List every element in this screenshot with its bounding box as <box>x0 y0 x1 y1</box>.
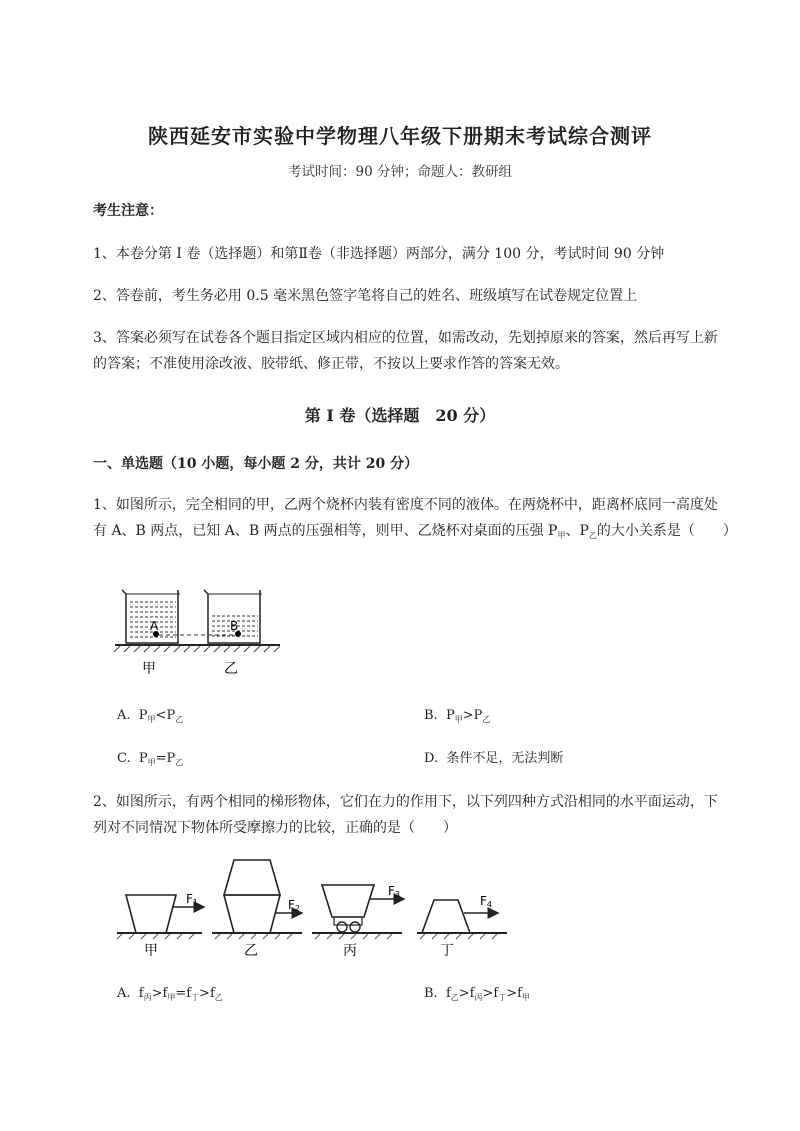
q1-option-b[interactable]: B. $P_甲>P_乙$ <box>424 708 491 724</box>
label-jia: 甲 <box>144 943 158 959</box>
roller-left <box>337 922 347 932</box>
notice-heading: 考生注意： <box>93 203 163 219</box>
q1-option-c[interactable]: C. $P_甲=P_乙$ <box>117 751 184 767</box>
notice-item-2: 2、答卷前，考生务必用 0.5 毫米黑色签字笔将自己的姓名、班级填写在试卷规定位置上 <box>93 288 638 304</box>
section-title: 第 I 卷（选择题 20 分） <box>304 406 496 425</box>
q1-option-d[interactable]: D. 条件不足，无法判断 <box>424 751 564 766</box>
force-f3: F3 <box>388 884 400 899</box>
q1-option-a[interactable]: A. $P_甲<P_乙$ <box>117 708 184 724</box>
beaker-jia <box>122 590 180 643</box>
exam-meta: 考试时间：90 分钟；命题人：教研组 <box>288 164 512 180</box>
notice-item-1: 1、本卷分第 I 卷（选择题）和第Ⅱ卷（非选择题）两部分，满分 100 分，考试时间 90 分钟 <box>93 246 665 262</box>
trapezoid-ding <box>422 900 470 933</box>
notice-item-3: 3、答案必须写在试卷各个题目指定区域内相应的位置，如需改动，先划掉原来的答案，然后再写上新 <box>93 330 718 346</box>
table-hatching <box>114 646 280 652</box>
label-ding: 丁 <box>440 943 454 959</box>
trapezoid-figure <box>112 855 522 965</box>
trapezoid-bing <box>322 885 374 917</box>
question-1-line-1: 1、如图所示，完全相同的甲，乙两个烧杯内装有密度不同的液体。在两烧杯中，距离杯底同一高度处 <box>93 497 718 513</box>
notice-item-3-cont: 的答案；不准使用涂改液、胶带纸、修正带，不按以上要求作答的答案无效。 <box>93 356 569 372</box>
q2-option-a[interactable]: A. $f_丙>f_甲=f_丁>f_乙$ <box>117 986 223 1002</box>
trapezoid-yi-top <box>224 860 280 895</box>
label-yi: 乙 <box>244 943 258 959</box>
label-jia: 甲 <box>142 661 156 677</box>
question-1-line-2: 有 A、B 两点，已知 A、B 两点的压强相等，则甲、乙烧杯对桌面的压强 $P_甲$、$P_乙$的大小关系是（ ） <box>93 523 737 540</box>
question-2-line-1: 2、如图所示，有两个相同的梯形物体，它们在力的作用下，以下列四种方式沿相同的水平面运动，下 <box>93 794 718 810</box>
q2-option-b[interactable]: B. $f_乙>f_丙>f_丁>f_甲$ <box>424 986 530 1002</box>
ground-hatching <box>117 934 497 939</box>
question-2-line-2: 列对不同情况下物体所受摩擦力的比较，正确的是（ ） <box>93 820 457 836</box>
trapezoid-yi-bottom <box>224 895 280 933</box>
page-title: 陕西延安市实验中学物理八年级下册期末考试综合测评 <box>148 124 652 148</box>
force-f4: F4 <box>480 894 492 909</box>
part-heading: 一、单选题（10 小题，每小题 2 分，共计 20 分） <box>93 456 419 472</box>
force-f1: F1 <box>186 892 198 907</box>
roller-right <box>350 922 360 932</box>
force-f2: F2 <box>288 898 300 913</box>
label-yi: 乙 <box>224 661 238 677</box>
point-b-label: B <box>230 619 239 633</box>
point-a-label: A <box>150 619 159 633</box>
label-bing: 丙 <box>343 943 357 959</box>
beaker-figure <box>110 580 290 680</box>
trapezoid-jia <box>126 895 176 933</box>
